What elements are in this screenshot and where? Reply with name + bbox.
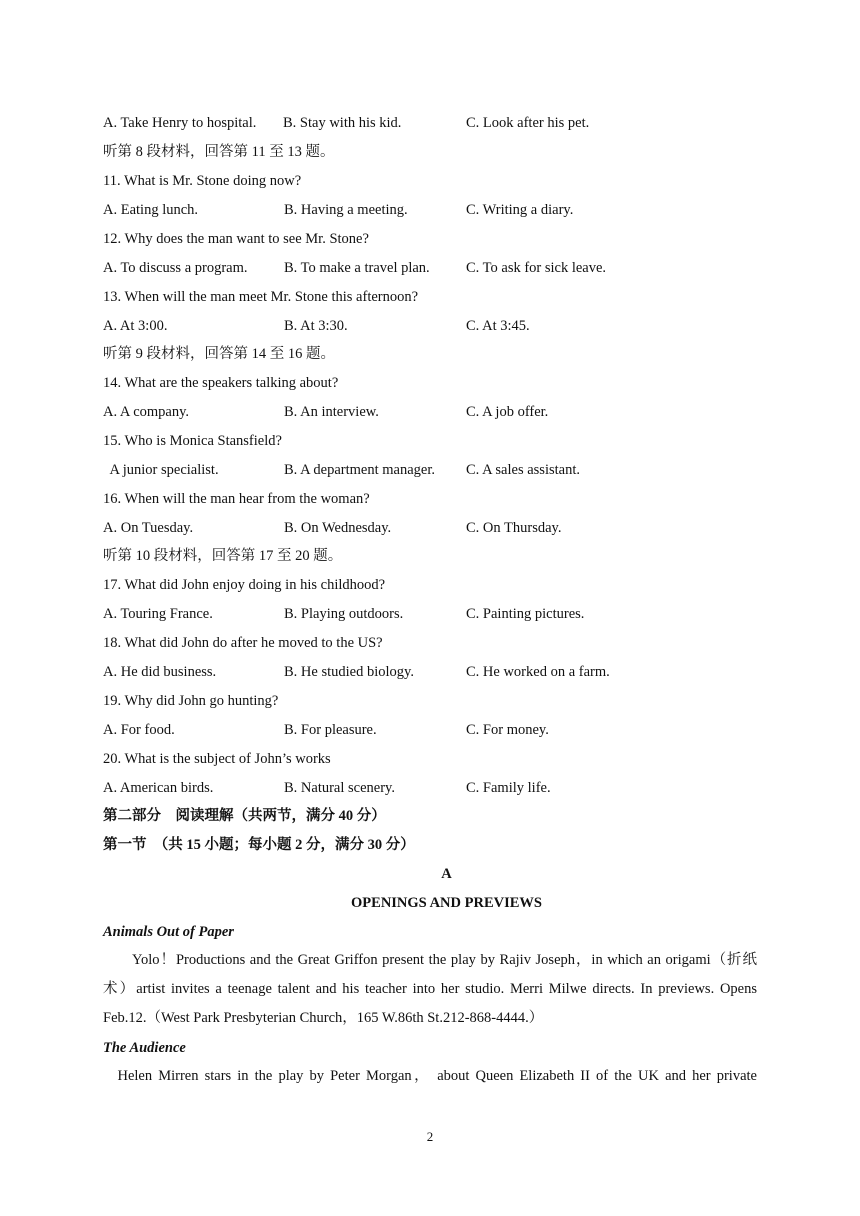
option-c: C. Painting pictures. bbox=[466, 606, 585, 622]
option-c: C. Writing a diary. bbox=[466, 202, 574, 218]
option-b: B. On Wednesday. bbox=[284, 520, 392, 536]
option-a: A. Touring France. bbox=[103, 606, 213, 622]
option-b: B. To make a travel plan. bbox=[284, 260, 430, 276]
option-b: B. Stay with his kid. bbox=[283, 115, 402, 131]
question-14: 14. What are the speakers talking about? bbox=[103, 375, 339, 391]
option-c: C. On Thursday. bbox=[466, 520, 562, 536]
option-b: B. A department manager. bbox=[284, 462, 436, 478]
question-18: 18. What did John do after he moved to the US? bbox=[103, 635, 383, 651]
option-a: A. To discuss a program. bbox=[103, 260, 248, 276]
option-a: A. American birds. bbox=[103, 780, 214, 796]
question-11: 11. What is Mr. Stone doing now? bbox=[103, 173, 302, 189]
question-16: 16. When will the man hear from the woman? bbox=[103, 491, 370, 507]
question-20: 20. What is the subject of John’s works bbox=[103, 751, 331, 767]
option-c: C. Family life. bbox=[466, 780, 551, 796]
option-c: C. Look after his pet. bbox=[466, 115, 590, 131]
option-c: C. A sales assistant. bbox=[466, 462, 580, 478]
option-b: B. He studied biology. bbox=[284, 664, 414, 680]
page-number: 2 bbox=[426, 1129, 434, 1144]
question-13: 13. When will the man meet Mr. Stone this afternoon? bbox=[103, 289, 419, 305]
option-b: B. For pleasure. bbox=[284, 722, 377, 738]
section-9-instruction: 听第 9 段材料，回答第 14 至 16 题。 bbox=[103, 346, 335, 362]
item-2-title: The Audience bbox=[103, 1040, 186, 1056]
question-19: 19. Why did John go hunting? bbox=[103, 693, 279, 709]
option-c: C. At 3:45. bbox=[466, 318, 530, 334]
option-a: A. He did business. bbox=[103, 664, 217, 680]
question-15: 15. Who is Monica Stansfield? bbox=[103, 433, 282, 449]
option-b: B. Playing outdoors. bbox=[284, 606, 404, 622]
item-2-paragraph: Helen Mirren stars in the play by Peter Morgan， about Queen Elizabeth II of the UK and her private bbox=[117, 1068, 757, 1084]
option-c: C. He worked on a farm. bbox=[466, 664, 610, 680]
section-1-heading: 第一节 （共 15 小题；每小题 2 分，满分 30 分） bbox=[103, 837, 415, 853]
option-c: C. To ask for sick leave. bbox=[466, 260, 607, 276]
option-b: B. Natural scenery. bbox=[284, 780, 395, 796]
option-c: C. A job offer. bbox=[466, 404, 549, 420]
option-a: A. On Tuesday. bbox=[103, 520, 194, 536]
section-8-instruction: 听第 8 段材料，回答第 11 至 13 题。 bbox=[103, 144, 335, 160]
item-1-paragraph: Yolo！Productions and the Great Griffon present the play by Rajiv Joseph，in which an origami（折纸术）artist invites a teenage talent and his teacher into her studio. Merri Milwe directs. In previews. Opens Feb.12.（West Park Presbyterian Church，165 W.86th St.212-868-4444.） bbox=[103, 952, 757, 1026]
option-b: B. At 3:30. bbox=[284, 318, 348, 334]
section-10-instruction: 听第 10 段材料，回答第 17 至 20 题。 bbox=[103, 548, 343, 564]
option-b: B. Having a meeting. bbox=[284, 202, 408, 218]
option-c: C. For money. bbox=[466, 722, 549, 738]
passage-letter: A bbox=[441, 866, 452, 882]
part-2-heading: 第二部分 阅读理解（共两节，满分 40 分） bbox=[103, 808, 386, 824]
option-b: B. An interview. bbox=[284, 404, 379, 420]
option-a: A. Eating lunch. bbox=[103, 202, 199, 218]
option-a: A. For food. bbox=[103, 722, 175, 738]
option-a: A. At 3:00. bbox=[103, 318, 168, 334]
item-1-title: Animals Out of Paper bbox=[103, 924, 234, 940]
option-a: A. A company. bbox=[103, 404, 190, 420]
question-12: 12. Why does the man want to see Mr. Stone? bbox=[103, 231, 369, 247]
question-17: 17. What did John enjoy doing in his childhood? bbox=[103, 577, 386, 593]
option-a: A junior specialist. bbox=[103, 462, 219, 478]
option-a: A. Take Henry to hospital. bbox=[103, 115, 257, 131]
passage-title: OPENINGS AND PREVIEWS bbox=[351, 895, 542, 911]
